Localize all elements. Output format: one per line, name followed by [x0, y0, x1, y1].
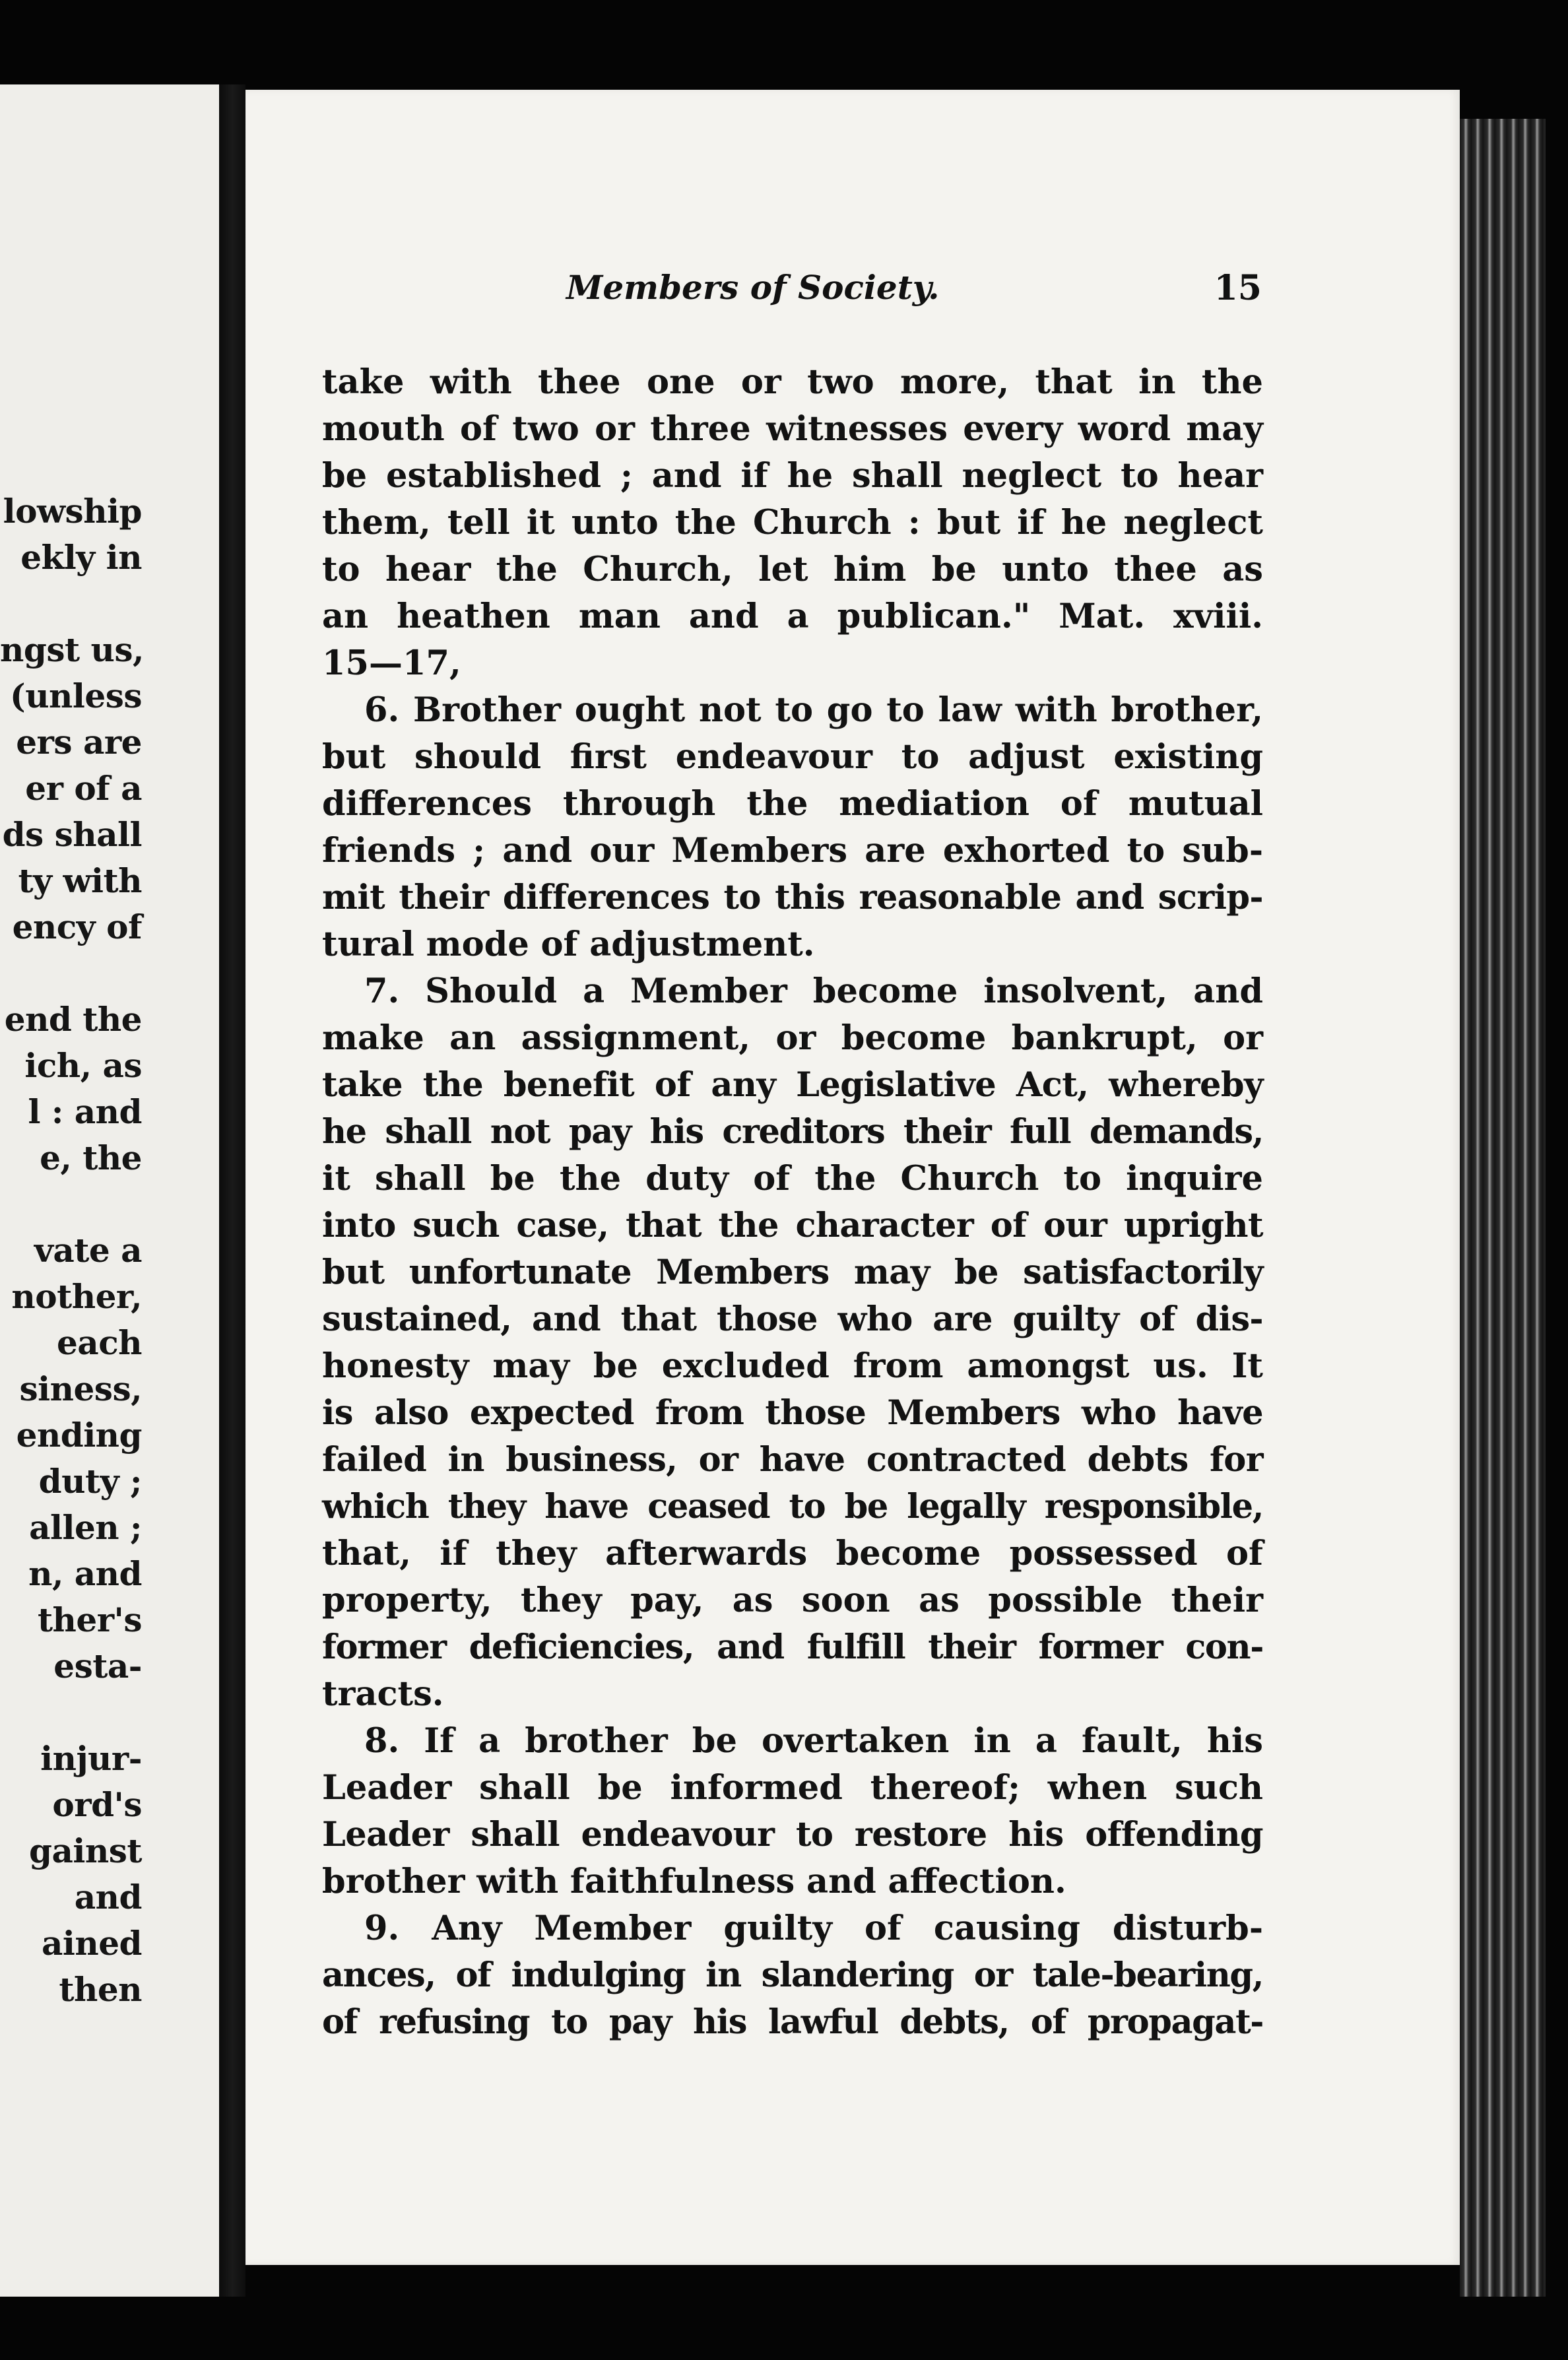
text-line: mouth of two or three witnesses every word may — [322, 409, 1263, 449]
left-fragment: e, the — [40, 1138, 142, 1177]
left-fragment: gainst — [29, 1831, 142, 1870]
text-line: Leader shall endeavour to restore his offending — [322, 1815, 1263, 1854]
text-line: them, tell it unto the Church : but if he neglect — [322, 503, 1263, 542]
left-fragment: ers are — [16, 723, 142, 762]
left-fragment: ekly in — [20, 538, 142, 577]
text-line: into such case, that the character of our upright — [322, 1206, 1263, 1245]
left-fragment: siness, — [19, 1369, 142, 1408]
left-fragment — [0, 581, 142, 627]
text-line: 15—17, — [322, 643, 461, 683]
text-line: to hear the Church, let him be unto thee as — [322, 550, 1263, 589]
left-fragment: ained — [41, 1924, 142, 1963]
page-edges — [1460, 119, 1546, 2297]
paragraph-7-start: 7. Should a Member become insolvent, and — [364, 971, 1263, 1011]
left-fragment — [0, 1689, 142, 1736]
left-fragment: er of a — [25, 769, 142, 808]
text-line: Leader shall be informed thereof; when such — [322, 1768, 1263, 1808]
text-line: he shall not pay his creditors their full demands, — [322, 1112, 1263, 1152]
text-line: tural mode of adjustment. — [322, 925, 815, 964]
book-gutter — [219, 84, 245, 2297]
text-line: make an assignment, or become bankrupt, or — [322, 1018, 1263, 1058]
left-fragment: esta- — [53, 1647, 142, 1686]
text-line: friends ; and our Members are exhorted to sub- — [322, 831, 1263, 870]
text-line: former deficiencies, and fulfill their former con- — [322, 1627, 1263, 1667]
left-fragment: injur- — [40, 1739, 142, 1778]
text-line: but should first endeavour to adjust existing — [322, 737, 1263, 777]
left-fragment: n, and — [28, 1554, 142, 1593]
text-line: be established ; and if he shall neglect to hear — [322, 456, 1263, 496]
text-line: an heathen man and a publican." Mat. xviii. — [322, 597, 1263, 636]
text-line: brother with faithfulness and affection. — [322, 1862, 1066, 1901]
text-line: is also expected from those Members who have — [322, 1393, 1263, 1433]
left-fragment: ty with — [18, 861, 142, 900]
left-facing-page — [0, 84, 219, 2297]
left-fragment: ngst us, — [0, 630, 144, 669]
left-fragment: duty ; — [38, 1462, 142, 1501]
paragraph-8-start: 8. If a brother be overtaken in a fault, his — [364, 1721, 1263, 1761]
left-fragment: ency of — [12, 907, 142, 946]
text-line: take the benefit of any Legislative Act, whereby — [322, 1065, 1263, 1105]
left-fragment: l : and — [28, 1092, 142, 1131]
text-line: which they have ceased to be legally responsible, — [322, 1487, 1263, 1526]
left-page-text-fragments — [0, 488, 142, 2013]
text-line: it shall be the duty of the Church to inquire — [322, 1159, 1263, 1198]
left-fragment: each — [56, 1323, 142, 1362]
text-line: of refusing to pay his lawful debts, of propagat- — [322, 2002, 1263, 2042]
left-fragment: vate a — [34, 1231, 142, 1270]
text-line: sustained, and that those who are guilty of dis- — [322, 1299, 1263, 1339]
running-title: Members of Society. — [566, 268, 940, 307]
text-line: but unfortunate Members may be satisfactorily — [322, 1253, 1263, 1292]
running-head — [325, 268, 1262, 321]
left-fragment: nother, — [11, 1277, 142, 1316]
left-fragment — [0, 950, 142, 997]
text-line: ances, of indulging in slandering or tale-bearing, — [322, 1955, 1263, 1995]
text-line: honesty may be excluded from amongst us. It — [322, 1346, 1263, 1386]
left-fragment — [0, 1181, 142, 1228]
text-line: tracts. — [322, 1674, 444, 1714]
body-text — [322, 359, 1263, 2046]
text-line: differences through the mediation of mutual — [322, 784, 1263, 824]
left-fragment: ending — [16, 1416, 142, 1455]
text-line: that, if they afterwards become possessed of — [322, 1534, 1263, 1573]
left-fragment: and — [74, 1878, 142, 1917]
left-fragment: end the — [4, 1000, 142, 1039]
paragraph-6-start: 6. Brother ought not to go to law with brother, — [364, 690, 1263, 730]
left-fragment: ich, as — [24, 1046, 142, 1085]
page-number: 15 — [1214, 268, 1262, 308]
left-fragment: ther's — [37, 1600, 142, 1639]
left-fragment: allen ; — [29, 1508, 142, 1547]
text-line: take with thee one or two more, that in the — [322, 362, 1263, 402]
left-fragment: (unless — [10, 676, 142, 715]
left-fragment: ord's — [52, 1785, 142, 1824]
text-line: failed in business, or have contracted debts for — [322, 1440, 1263, 1480]
left-fragment: ds shall — [2, 815, 142, 854]
left-fragment: then — [59, 1970, 142, 2009]
left-fragment: lowship — [3, 492, 142, 531]
text-line: mit their differences to this reasonable and scrip- — [322, 878, 1263, 917]
text-line: property, they pay, as soon as possible their — [322, 1581, 1263, 1620]
paragraph-9-start: 9. Any Member guilty of causing disturb- — [364, 1909, 1263, 1948]
